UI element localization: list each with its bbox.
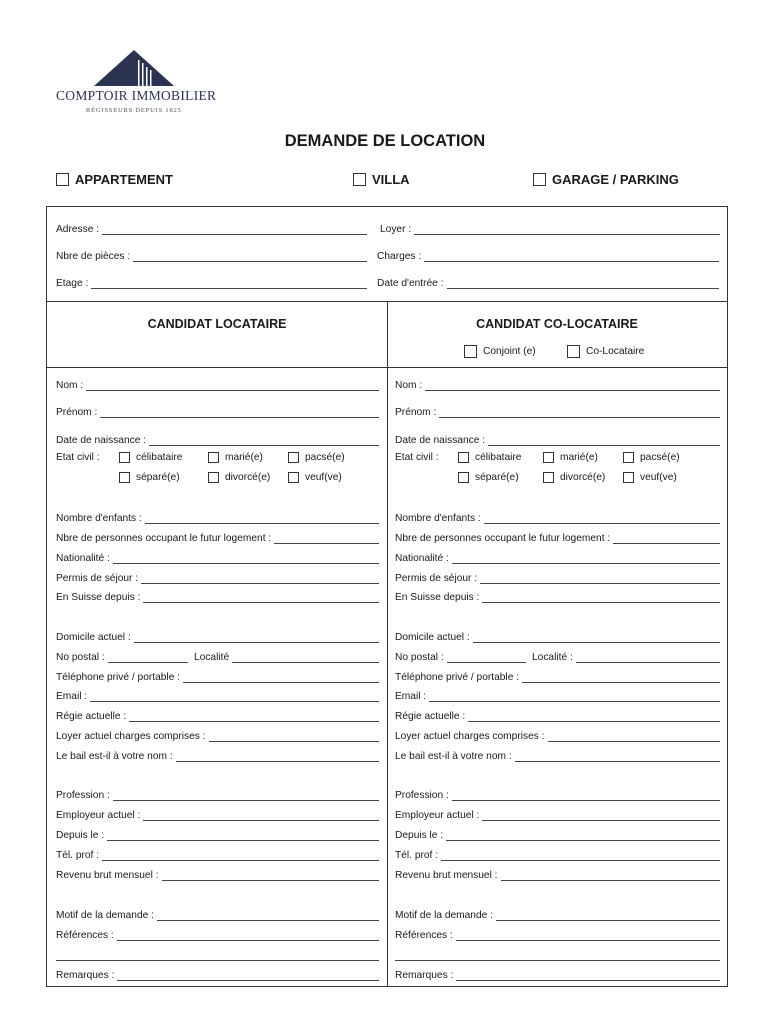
right-profession-field[interactable] — [395, 787, 720, 801]
co-candidate-title: CANDIDAT CO-LOCATAIRE — [476, 317, 638, 331]
left-depuis-label: Depuis le : — [56, 830, 105, 841]
left-nationalite-label: Nationalité : — [56, 553, 110, 564]
floor-field[interactable] — [56, 275, 367, 289]
right-etat-civil-label: Etat civil : — [395, 452, 439, 463]
right-suisse-label: En Suisse depuis : — [395, 592, 480, 603]
right-civil-separe[interactable] — [458, 472, 519, 483]
left-naissance-field[interactable] — [56, 432, 379, 446]
checkbox[interactable] — [458, 452, 469, 463]
left-domicile-field[interactable] — [56, 629, 379, 643]
right-civil-celibataire[interactable] — [458, 452, 521, 463]
charges-field[interactable] — [377, 248, 719, 262]
left-permis-field[interactable] — [56, 570, 379, 584]
address-field[interactable] — [56, 221, 367, 235]
left-email-field[interactable] — [56, 688, 379, 702]
right-employeur-label: Employeur actuel : — [395, 810, 480, 821]
left-motif-label: Motif de la demande : — [56, 910, 154, 921]
left-suisse-field[interactable] — [56, 589, 379, 603]
right-enfants-field[interactable] — [395, 510, 720, 524]
building-logo-icon — [94, 50, 174, 86]
type-appartement[interactable] — [56, 172, 173, 187]
checkbox[interactable] — [119, 452, 130, 463]
right-references-extra-line[interactable] — [395, 947, 720, 961]
option-conjoint-label: Conjoint (e) — [483, 346, 536, 357]
right-bail-label: Le bail est-il à votre nom : — [395, 751, 512, 762]
left-telprof-field[interactable] — [56, 847, 379, 861]
right-postal-label: No postal : — [395, 652, 444, 663]
right-localite-field[interactable] — [532, 649, 720, 663]
option-conjoint[interactable] — [464, 345, 536, 358]
right-email-field[interactable] — [395, 688, 720, 702]
address-label: Adresse : — [56, 224, 100, 235]
divider — [47, 367, 727, 368]
checkbox-appartement[interactable] — [56, 173, 69, 186]
option-colocataire[interactable] — [567, 345, 644, 358]
civil-label: veuf(ve) — [640, 472, 677, 483]
left-bail-label: Le bail est-il à votre nom : — [56, 751, 173, 762]
left-nom-field[interactable] — [56, 377, 379, 391]
logo-brand: COMPTOIR IMMOBILIER — [56, 88, 217, 103]
right-nom-field[interactable] — [395, 377, 720, 391]
company-logo — [52, 50, 222, 120]
charges-label: Charges : — [377, 251, 422, 262]
right-nationalite-label: Nationalité : — [395, 553, 449, 564]
checkbox[interactable] — [208, 472, 219, 483]
civil-label: veuf(ve) — [305, 472, 342, 483]
left-localite-field[interactable] — [194, 649, 379, 663]
civil-label: pacsé(e) — [305, 452, 345, 463]
form-frame — [46, 206, 728, 987]
left-depuis-field[interactable] — [56, 827, 379, 841]
left-nationalite-field[interactable] — [56, 550, 379, 564]
checkbox-villa[interactable] — [353, 173, 366, 186]
checkbox[interactable] — [288, 472, 299, 483]
left-telephone-field[interactable] — [56, 669, 379, 683]
right-personnes-field[interactable] — [395, 530, 720, 544]
civil-label: pacsé(e) — [640, 452, 680, 463]
checkbox[interactable] — [543, 452, 554, 463]
right-enfants-label: Nombre d'enfants : — [395, 513, 481, 524]
candidate-title: CANDIDAT LOCATAIRE — [147, 317, 287, 331]
civil-label: séparé(e) — [475, 472, 519, 483]
right-depuis-field[interactable] — [395, 827, 720, 841]
right-telprof-field[interactable] — [395, 847, 720, 861]
civil-label: marié(e) — [560, 452, 598, 463]
rooms-field[interactable] — [56, 248, 367, 262]
left-enfants-field[interactable] — [56, 510, 379, 524]
left-profession-label: Profession : — [56, 790, 110, 801]
checkbox-colocataire[interactable] — [567, 345, 580, 358]
left-civil-divorce[interactable] — [208, 472, 270, 483]
checkbox[interactable] — [623, 472, 634, 483]
civil-label: divorcé(e) — [225, 472, 271, 483]
right-email-label: Email : — [395, 691, 427, 702]
right-civil-marie[interactable] — [543, 452, 598, 463]
left-civil-marie[interactable] — [208, 452, 263, 463]
left-naissance-label: Date de naissance : — [56, 435, 147, 446]
right-suisse-field[interactable] — [395, 589, 720, 603]
left-enfants-label: Nombre d'enfants : — [56, 513, 142, 524]
right-civil-veuf[interactable] — [623, 472, 677, 483]
left-permis-label: Permis de séjour : — [56, 573, 139, 584]
right-permis-field[interactable] — [395, 570, 720, 584]
left-postal-field[interactable] — [56, 649, 188, 663]
left-civil-pacse[interactable] — [288, 452, 345, 463]
right-prenom-field[interactable] — [395, 404, 720, 418]
checkbox[interactable] — [208, 452, 219, 463]
entry-date-field[interactable] — [377, 275, 719, 289]
right-revenu-label: Revenu brut mensuel : — [395, 870, 498, 881]
left-loyer-field[interactable] — [56, 728, 379, 742]
left-nom-label: Nom : — [56, 380, 84, 391]
checkbox[interactable] — [119, 472, 130, 483]
checkbox[interactable] — [458, 472, 469, 483]
left-employeur-label: Employeur actuel : — [56, 810, 141, 821]
right-telprof-label: Tél. prof : — [395, 850, 439, 861]
left-references-label: Références : — [56, 930, 114, 941]
right-naissance-label: Date de naissance : — [395, 435, 486, 446]
right-regie-field[interactable] — [395, 708, 720, 722]
left-regie-field[interactable] — [56, 708, 379, 722]
left-civil-celibataire[interactable] — [119, 452, 182, 463]
right-motif-label: Motif de la demande : — [395, 910, 493, 921]
type-garage[interactable] — [533, 172, 679, 187]
right-domicile-label: Domicile actuel : — [395, 632, 470, 643]
right-prenom-label: Prénom : — [395, 407, 437, 418]
rooms-label: Nbre de pièces : — [56, 251, 131, 262]
checkbox[interactable] — [288, 452, 299, 463]
right-localite-label: Localité : — [532, 652, 573, 663]
left-suisse-label: En Suisse depuis : — [56, 592, 141, 603]
type-villa-label: VILLA — [372, 172, 410, 187]
left-personnes-label: Nbre de personnes occupant le futur logement : — [56, 533, 272, 544]
left-prenom-field[interactable] — [56, 404, 379, 418]
left-remarques-field[interactable] — [56, 967, 379, 981]
right-nom-label: Nom : — [395, 380, 423, 391]
left-profession-field[interactable] — [56, 787, 379, 801]
left-email-label: Email : — [56, 691, 88, 702]
left-remarques-label: Remarques : — [56, 970, 115, 981]
floor-label: Etage : — [56, 278, 89, 289]
checkbox[interactable] — [623, 452, 634, 463]
civil-label: divorcé(e) — [560, 472, 606, 483]
right-domicile-field[interactable] — [395, 629, 720, 643]
entry-date-label: Date d'entrée : — [377, 278, 444, 289]
left-telephone-label: Téléphone privé / portable : — [56, 672, 181, 683]
page-title: DEMANDE DE LOCATION — [284, 132, 486, 150]
rent-field[interactable] — [380, 221, 720, 235]
right-employeur-field[interactable] — [395, 807, 720, 821]
left-motif-field[interactable] — [56, 907, 379, 921]
logo-tagline: RÉGISSEURS DEPUIS 1825 — [86, 107, 182, 114]
right-telephone-label: Téléphone privé / portable : — [395, 672, 520, 683]
right-profession-label: Profession : — [395, 790, 449, 801]
civil-label: marié(e) — [225, 452, 263, 463]
left-bail-field[interactable] — [56, 748, 379, 762]
right-personnes-label: Nbre de personnes occupant le futur logement : — [395, 533, 611, 544]
right-revenu-field[interactable] — [395, 867, 720, 881]
left-revenu-label: Revenu brut mensuel : — [56, 870, 159, 881]
left-prenom-label: Prénom : — [56, 407, 98, 418]
type-garage-label: GARAGE / PARKING — [552, 172, 679, 187]
left-postal-label: No postal : — [56, 652, 105, 663]
civil-label: célibataire — [136, 452, 183, 463]
right-nationalite-field[interactable] — [395, 550, 720, 564]
left-civil-separe[interactable] — [119, 472, 180, 483]
rent-label: Loyer : — [380, 224, 412, 235]
civil-label: célibataire — [475, 452, 522, 463]
left-etat-civil-label: Etat civil : — [56, 452, 100, 463]
left-revenu-field[interactable] — [56, 867, 379, 881]
left-localite-label: Localité — [194, 652, 230, 663]
right-civil-divorce[interactable] — [543, 472, 605, 483]
right-permis-label: Permis de séjour : — [395, 573, 478, 584]
right-loyer-field[interactable] — [395, 728, 720, 742]
right-postal-field[interactable] — [395, 649, 526, 663]
right-regie-label: Régie actuelle : — [395, 711, 466, 722]
right-naissance-field[interactable] — [395, 432, 720, 446]
option-colocataire-label: Co-Locataire — [586, 346, 645, 357]
right-bail-field[interactable] — [395, 748, 720, 762]
right-references-label: Références : — [395, 930, 453, 941]
left-personnes-field[interactable] — [56, 530, 379, 544]
right-remarques-label: Remarques : — [395, 970, 454, 981]
right-references-field[interactable] — [395, 927, 720, 941]
left-references-field[interactable] — [56, 927, 379, 941]
right-telephone-field[interactable] — [395, 669, 720, 683]
left-loyer-label: Loyer actuel charges comprises : — [56, 731, 206, 742]
right-loyer-label: Loyer actuel charges comprises : — [395, 731, 545, 742]
left-references-extra-line[interactable] — [56, 947, 379, 961]
left-telprof-label: Tél. prof : — [56, 850, 100, 861]
type-villa[interactable] — [353, 172, 410, 187]
type-appartement-label: APPARTEMENT — [75, 172, 173, 187]
left-regie-label: Régie actuelle : — [56, 711, 127, 722]
left-employeur-field[interactable] — [56, 807, 379, 821]
left-domicile-label: Domicile actuel : — [56, 632, 131, 643]
right-remarques-field[interactable] — [395, 967, 720, 981]
right-civil-pacse[interactable] — [623, 452, 680, 463]
civil-label: séparé(e) — [136, 472, 180, 483]
checkbox-garage[interactable] — [533, 173, 546, 186]
right-motif-field[interactable] — [395, 907, 720, 921]
checkbox[interactable] — [543, 472, 554, 483]
left-civil-veuf[interactable] — [288, 472, 342, 483]
checkbox-conjoint[interactable] — [464, 345, 477, 358]
column-divider — [387, 301, 388, 987]
right-depuis-label: Depuis le : — [395, 830, 444, 841]
